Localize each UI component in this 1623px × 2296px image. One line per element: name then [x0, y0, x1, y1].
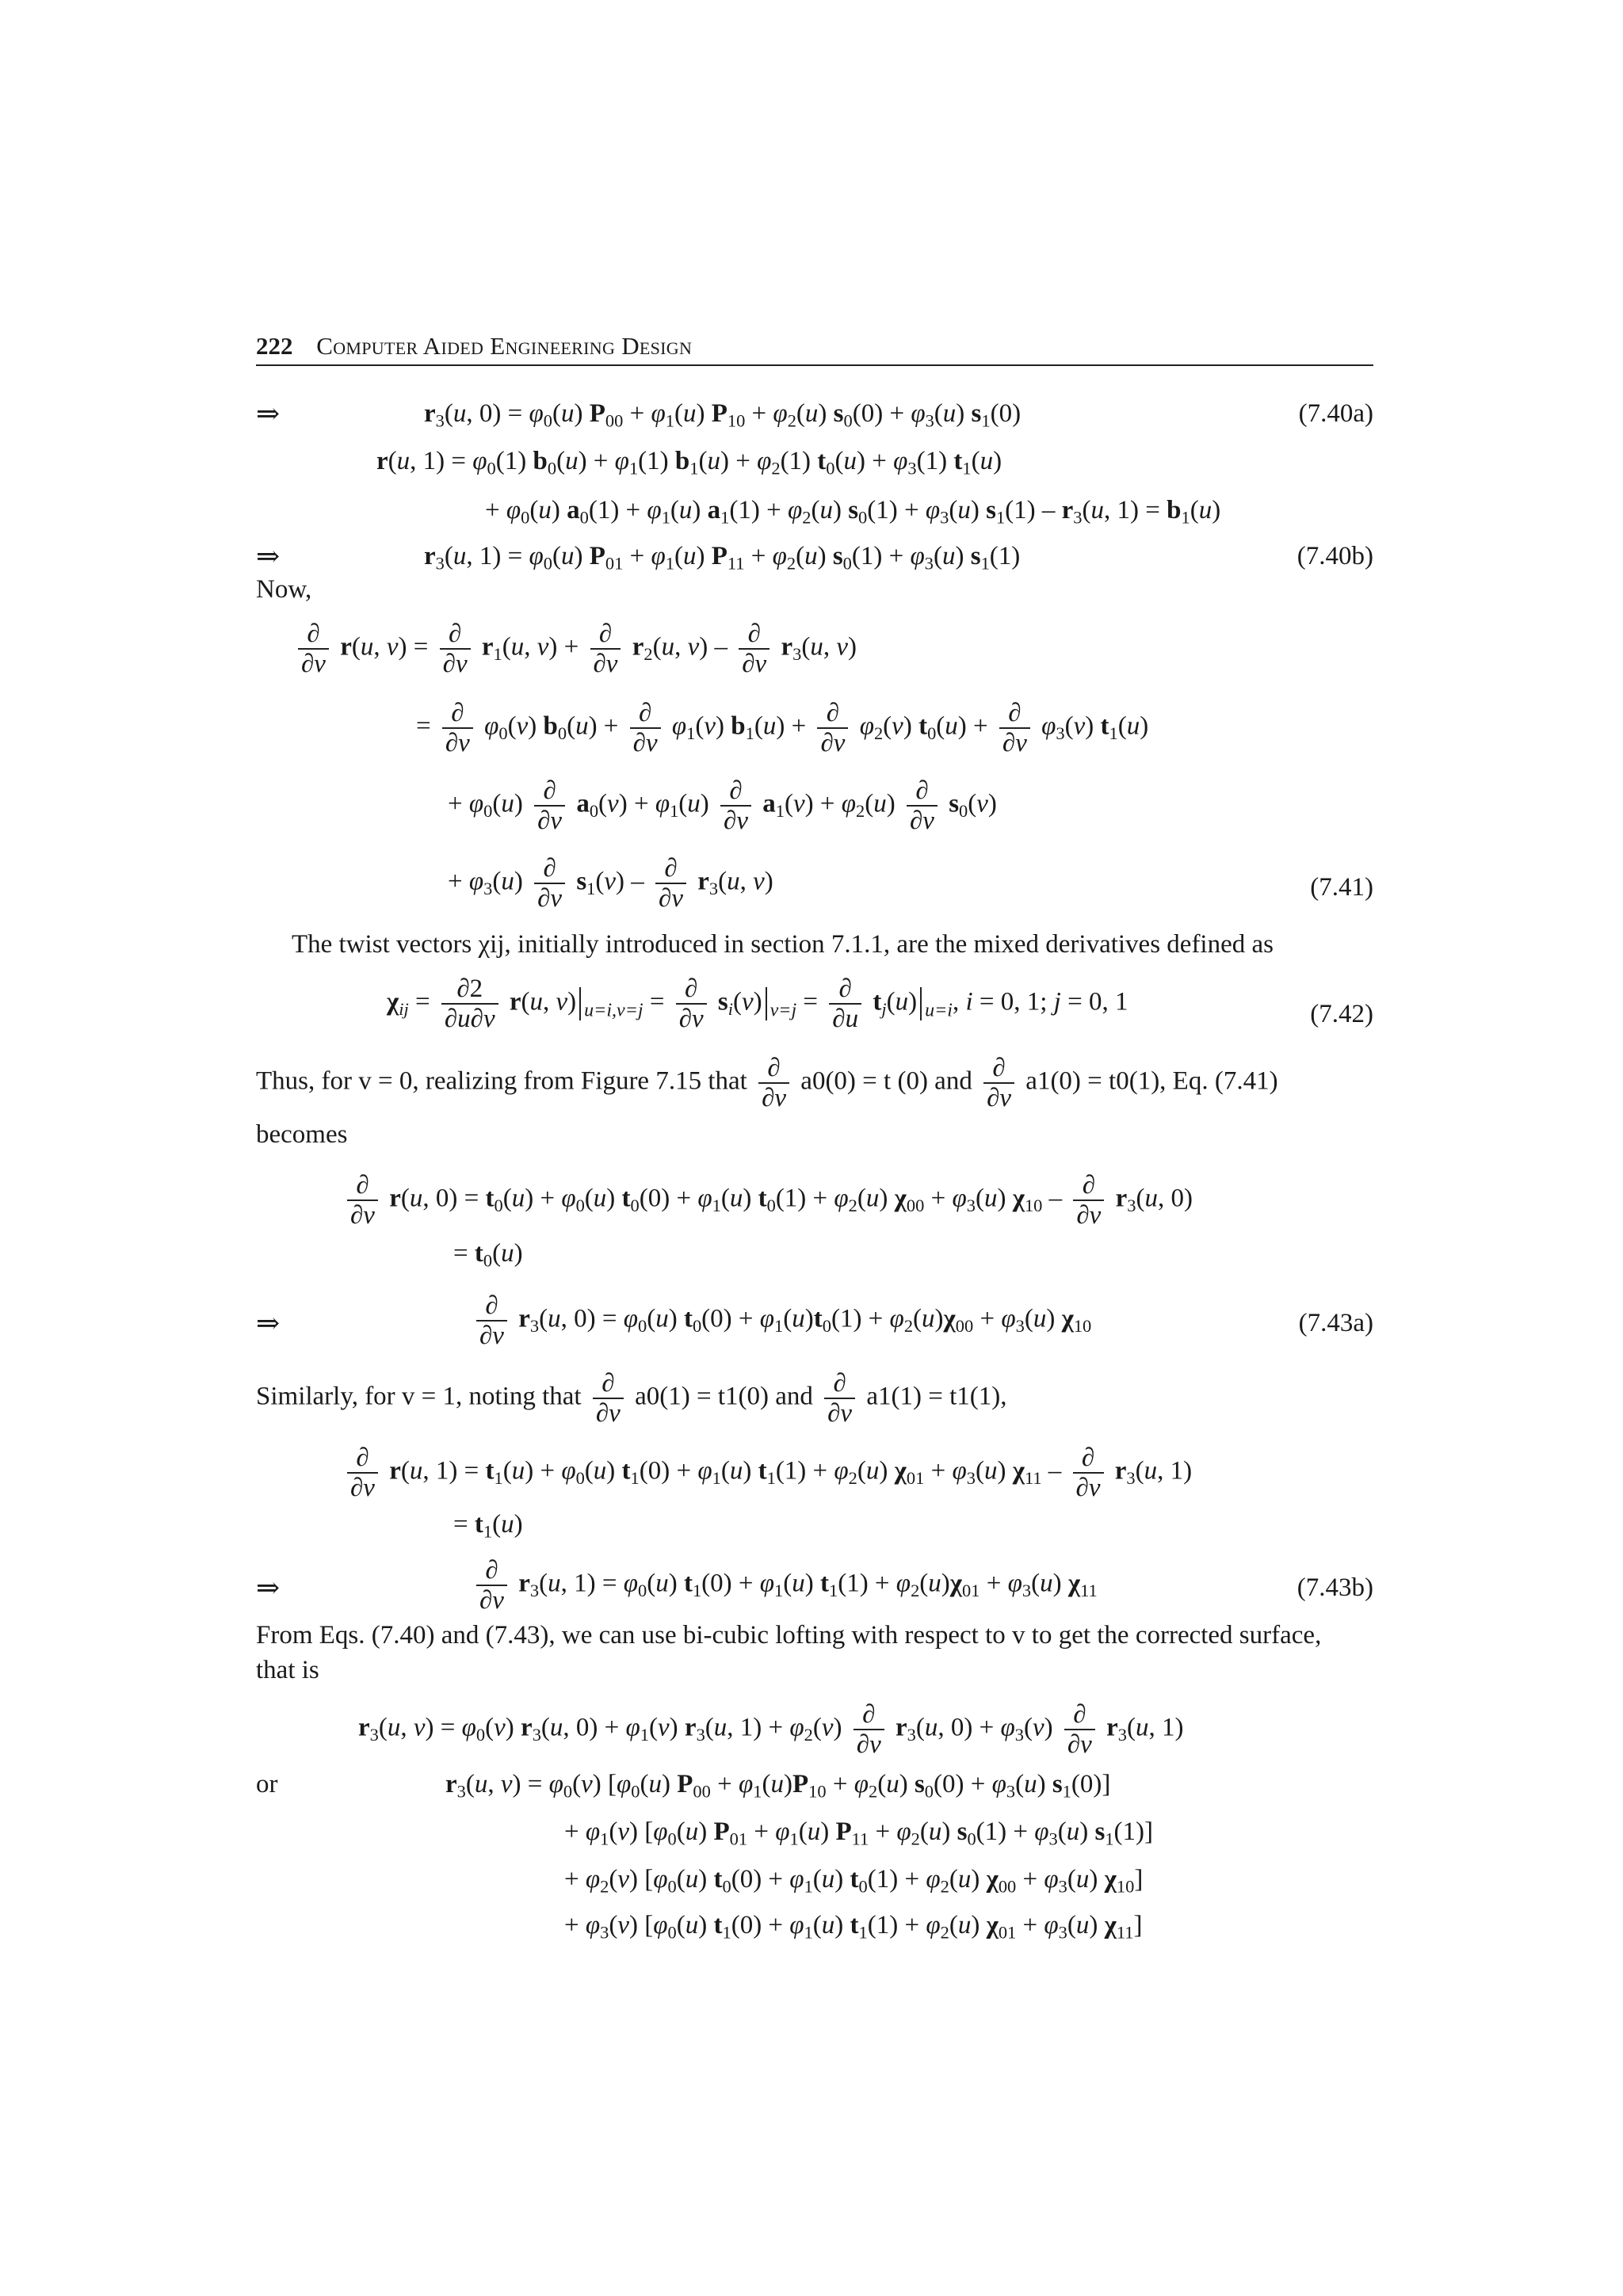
paragraph-twist-vectors: The twist vectors χij, initially introduced in section 7.1.1, are the mixed derivatives defined as [292, 930, 1274, 959]
paragraph-similarly: Similarly, for v = 1, noting that $\frac{\partial}{\partial v}$ a0(1) = t1(0) and $\frac{\partial}{\partial v}$ a1(1) = t1(1), [256, 1369, 1007, 1428]
equation-7-41-line1: $\frac{\partial}{\partial v}$ r(u, v) = $\frac{\partial}{\partial v}$ $r_1(u$, v) + $\frac{\partial}{\partial v}$ $r_2(u$, v) – $\frac{\partial}{\partial v}$ $r_3(u$, v) [293, 620, 857, 678]
page-number: 222 [256, 332, 293, 360]
equation-7-40a: $r_3(u$, $0) = \varphi_0(u) P_{00} + \varphi_1(u) P_{10} + \varphi_2(u) s_0(0) + \varphi_3(u)$ $s_1(0)$ [424, 399, 1022, 431]
implies-symbol: ⇒ [256, 398, 281, 429]
equation-7-43b: $\frac{\partial}{\partial v}$ $r_3(u$, $1) = \varphi_0(u) t_1(0) + \varphi_1(u) t_1(1) + \varphi_2(u)\chi_{01} + \varphi_3(u)$ $\chi_{11}$ [472, 1556, 1098, 1615]
implies-symbol: ⇒ [256, 540, 281, 572]
paragraph-from-eqs: From Eqs. (7.40) and (7.43), we can use bi-cubic lofting with respect to v to get the corrected surface, [256, 1621, 1322, 1650]
equation-label-7-40b: (7.40b) [1296, 542, 1373, 570]
equation-bicubic-expanded-line3: + $\varphi_2(v)$ [$\varphi_0(u) t_0(0) + \varphi_1(u) t_0(1) + \varphi_2(u) \chi_{00} + \varphi_3(u)$ $\chi_{10}$] [564, 1865, 1144, 1897]
equation-label-7-41: (7.41) [1310, 873, 1373, 902]
text-becomes: becomes [256, 1120, 348, 1149]
equation-7-42: $\chi_{ij}$ = $\frac{\partial 2}{\partial u\partial v}$ r(u, v) $_{u=i,v=j}$ = $\frac{\partial}{\partial v}$ $s_i(v) _{v=j}$ = $\frac{\partial}{\partial u}$ $t_j(u)$ $_{u=i}$, i = 0, 1; j = 0, 1 [387, 974, 1128, 1033]
implies-symbol: ⇒ [256, 1307, 281, 1339]
running-header [256, 328, 1373, 366]
equation-r-u-1-line2: + $\varphi_0(u) a_0(1) + \varphi_1(u) a_1(1) + \varphi_2(u) s_0(1) + \varphi_3(u)$ $s_1(1) - r_3(u$, $1) = b_1(u)$ [485, 496, 1221, 528]
equation-dr-u-0-line1: $\frac{\partial}{\partial v}$ r(u, $0) = t_0(u) + \varphi_0(u) t_0(0) + \varphi_1(u) t_0(1) + \varphi_2(u) \chi_{00} + \varphi_3(u)$ $\chi_{10}$ – $\frac{\partial}{\partial v}$ $r_3(u$, 0) [342, 1171, 1193, 1230]
equation-label-7-43a: (7.43a) [1298, 1309, 1373, 1337]
equation-label-7-43b: (7.43b) [1296, 1573, 1373, 1602]
equation-bicubic-expanded-line4: + $\varphi_3(v)$ [$\varphi_0(u) t_1(0) + \varphi_1(u) t_1(1) + \varphi_2(u) \chi_{01} + \varphi_3(u)$ $\chi_{11}$] [564, 1911, 1143, 1943]
equation-7-41-line2: = $\frac{\partial}{\partial v}$ $\varphi_0(v) b_0(u)$ + $\frac{\partial}{\partial v}$ $\varphi_1(v) b_1(u)$ + $\frac{\partial}{\partial v}$ $\varphi_2(v) t_0(u)$ + $\frac{\partial}{\partial v}$ $\varphi_3(v)$ $t_1(u)$ [416, 699, 1149, 757]
equation-label-7-42: (7.42) [1310, 1000, 1373, 1028]
equation-label-7-40a: (7.40a) [1298, 399, 1373, 428]
paragraph-thus: Thus, for v = 0, realizing from Figure 7.15 that $\frac{\partial}{\partial v}$ a0(0) = t (0) and $\frac{\partial}{\partial v}$ a1(0) = t0(1), Eq. (7.41) [256, 1054, 1278, 1112]
text-now: Now, [256, 575, 312, 604]
equation-7-40b: $r_3(u$, $1) = \varphi_0(u) P_{01} + \varphi_1(u) P_{11} + \varphi_2(u) s_0(1) + \varphi_3(u)$ $s_1(1)$ [424, 542, 1021, 574]
text-that-is: that is [256, 1656, 319, 1684]
text-or: or [256, 1770, 278, 1798]
equation-bicubic-expanded-line2: + $\varphi_1(v)$ [$\varphi_0(u) P_{01} + \varphi_1(u) P_{11} + \varphi_2(u) s_0(1) + \varphi_3(u)$ $s_1(1)$] [564, 1817, 1154, 1849]
equation-dr-u-0-line2: = $t_0(u)$ [453, 1239, 523, 1271]
equation-bicubic-line1: $r_3(u$, $v) = \varphi_0(v)$ $r_3(u$, $0) + \varphi_1(v)$ $r_3(u$, $1) + \varphi_2(v)$ $\frac{\partial}{\partial v}$ $r_3(u$, $0) + \varphi_3(v)$ $\frac{\partial}{\partial v}$ $r_3(u$, 1) [358, 1700, 1184, 1759]
equation-dr-u-1-line1: $\frac{\partial}{\partial v}$ r(u, $1) = t_1(u) + \varphi_0(u) t_1(0) + \varphi_1(u) t_1(1) + \varphi_2(u) \chi_{01} + \varphi_3(u)$ $\chi_{11}$ – $\frac{\partial}{\partial v}$ $r_3(u$, 1) [342, 1444, 1192, 1502]
equation-7-41-line4: + $\varphi_3(u)$ $\frac{\partial}{\partial v}$ $s_1(v)$ – $\frac{\partial}{\partial v}$ $r_3(u$, v) [448, 854, 773, 913]
equation-7-41-line3: + $\varphi_0(u)$ $\frac{\partial}{\partial v}$ $a_0(v) + \varphi_1(u)$ $\frac{\partial}{\partial v}$ $a_1(v) + \varphi_2(u)$ $\frac{\partial}{\partial v}$ $s_0(v)$ [448, 776, 997, 835]
equation-7-43a: $\frac{\partial}{\partial v}$ $r_3(u$, $0) = \varphi_0(u) t_0(0) + \varphi_1(u)t_0(1) + \varphi_2(u)\chi_{00} + \varphi_3(u)$ $\chi_{10}$ [472, 1291, 1091, 1350]
equation-r-u-1-line1: r(u, $1) = \varphi_0(1) b_0(u) + \varphi_1(1) b_1(u) + \varphi_2(1) t_0(u) + \varphi_3(1)$ $t_1(u)$ [376, 447, 1002, 479]
equation-dr-u-1-line2: = $t_1(u)$ [453, 1510, 523, 1542]
implies-symbol: ⇒ [256, 1572, 281, 1604]
equation-bicubic-expanded-line1: $r_3(u$, $v) = \varphi_0(v)$ [$\varphi_0(u) P_{00} + \varphi_1(u)P_{10} + \varphi_2(u) s_0(0) + \varphi_3(u)$ $s_1(0)$] [445, 1770, 1111, 1802]
running-title: Computer Aided Engineering Design [316, 332, 693, 360]
